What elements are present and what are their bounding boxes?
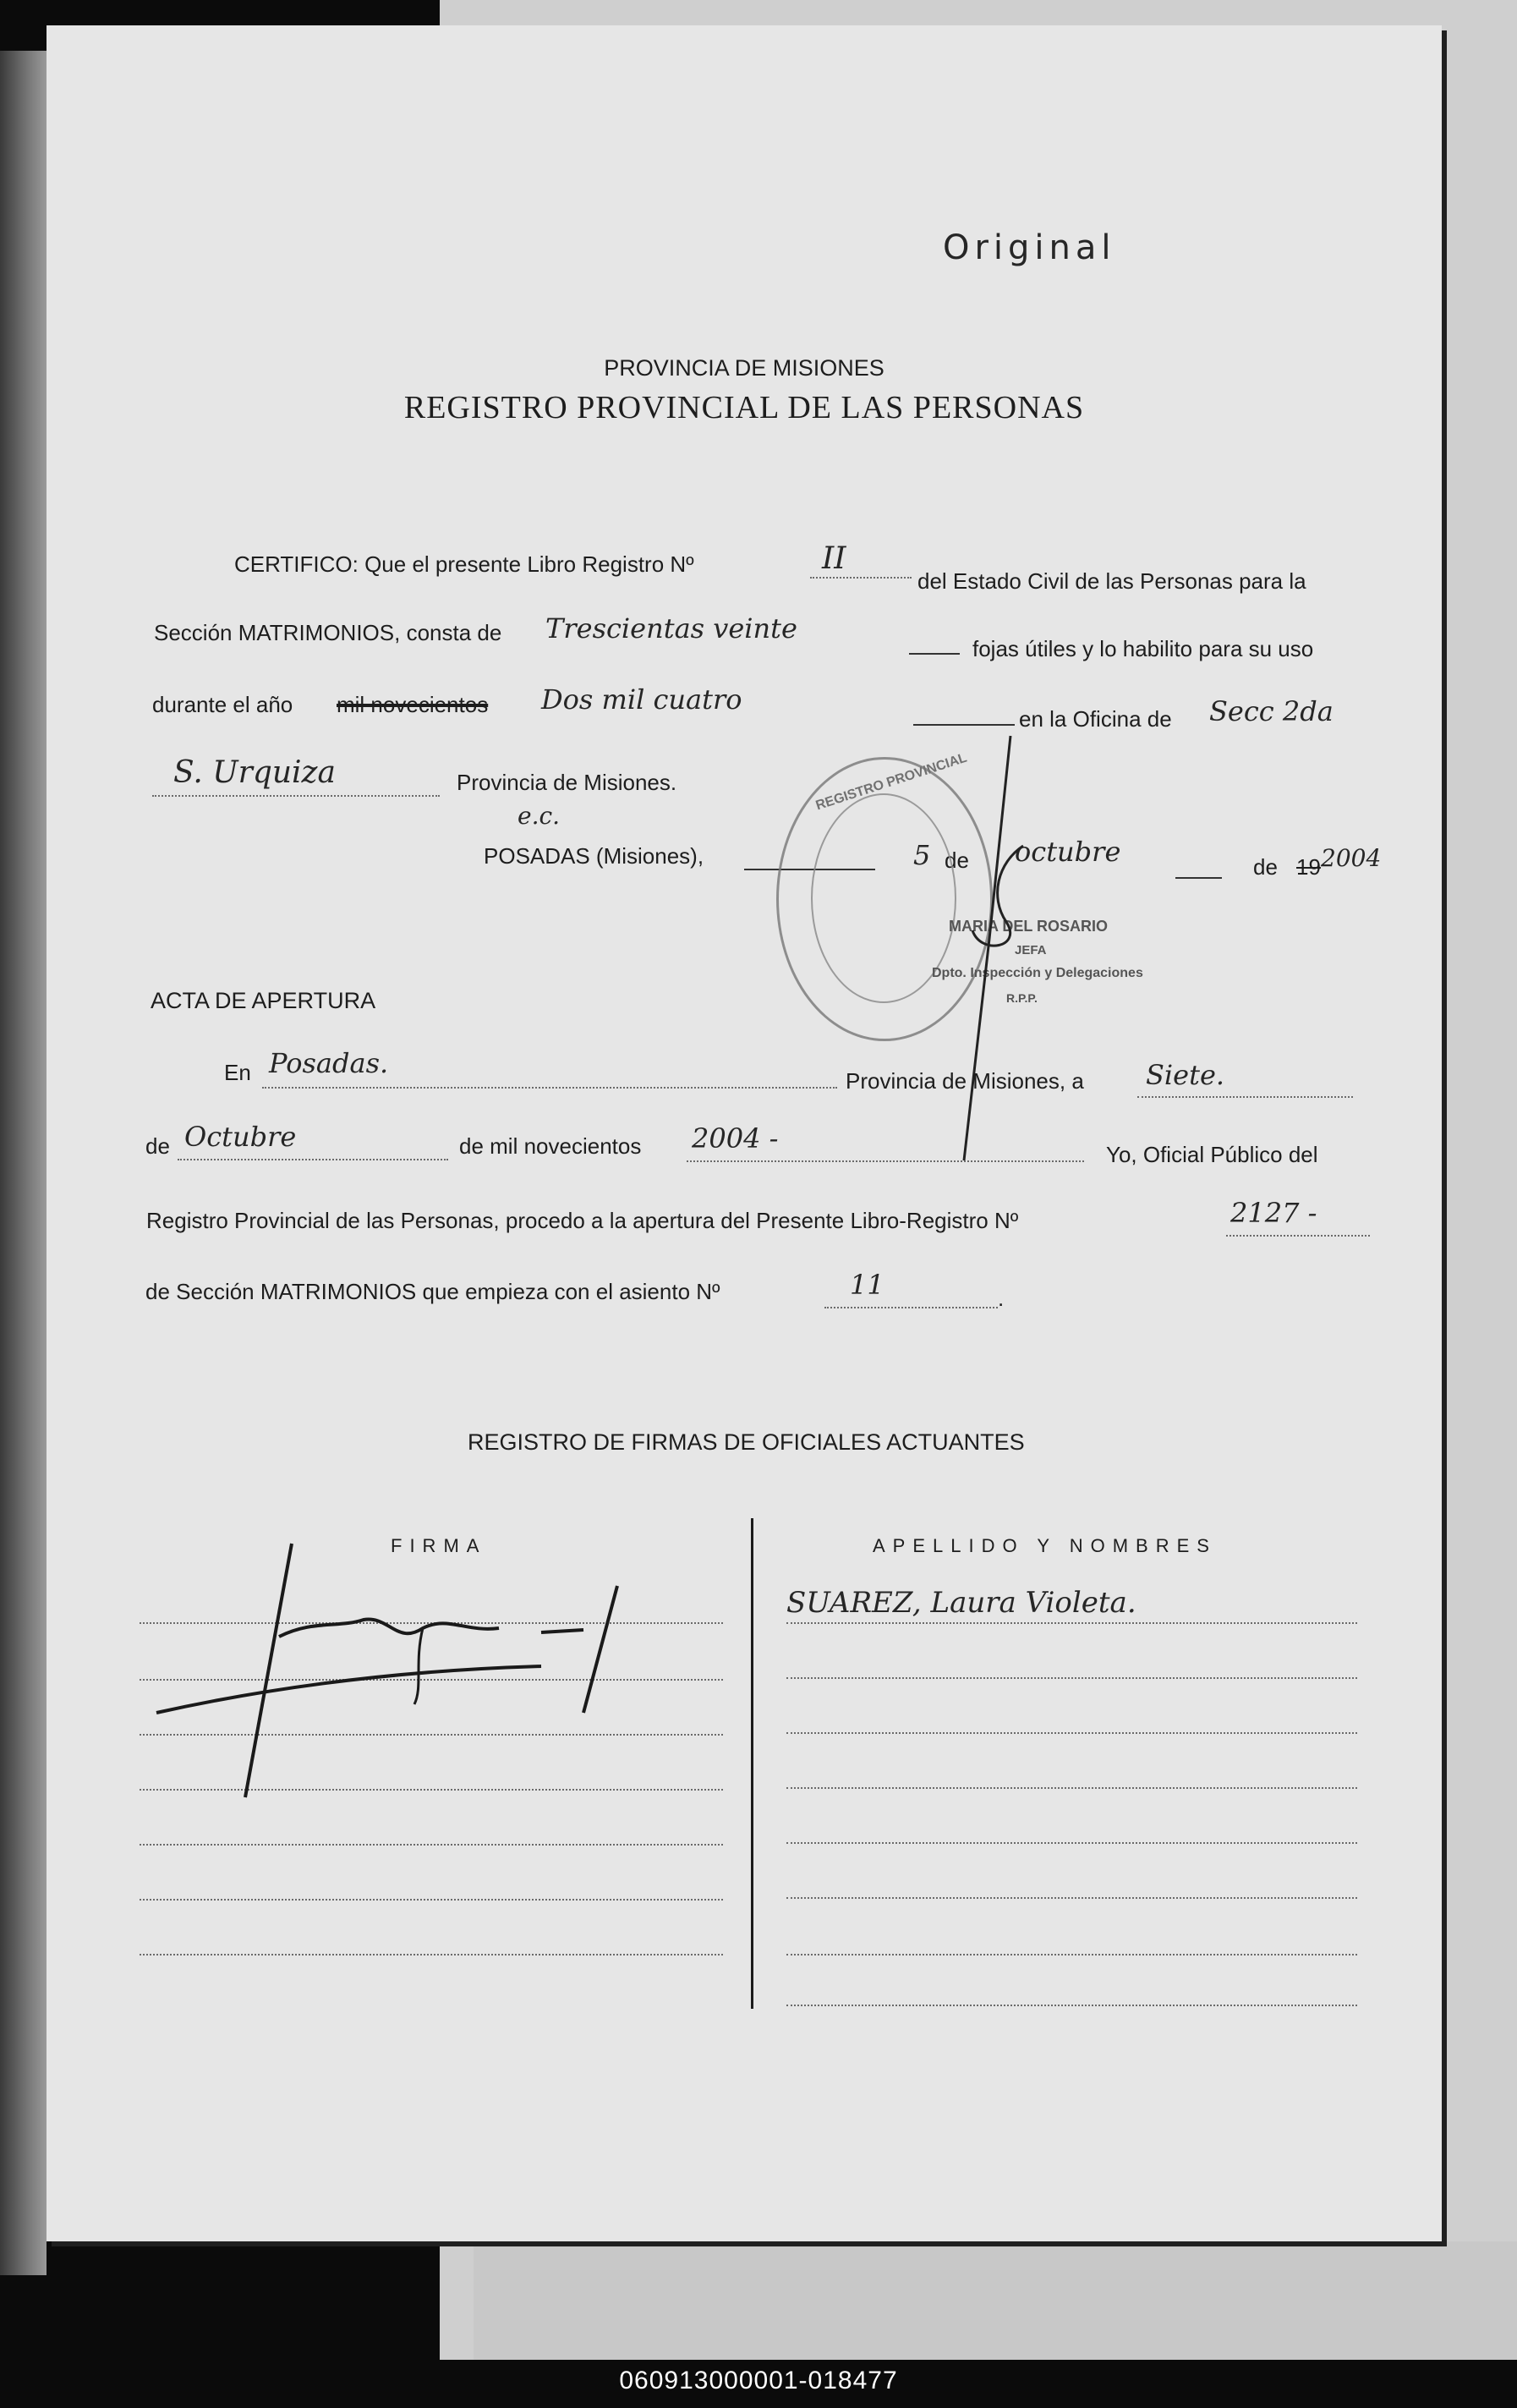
firma-line xyxy=(140,1844,723,1846)
registry-heading: REGISTRO PROVINCIAL DE LAS PERSONAS xyxy=(403,390,1085,425)
libro-blank xyxy=(810,577,912,579)
official-name-handwritten: SUAREZ, Laura Violeta. xyxy=(786,1586,1136,1620)
nombre-line xyxy=(786,1897,1357,1899)
acta-day-handwritten: Siete. xyxy=(1146,1059,1225,1091)
certifico-text: CERTIFICO: Que el presente Libro Registro Nº xyxy=(234,551,694,577)
fojas-text: fojas útiles y lo habilito para su uso xyxy=(972,636,1314,661)
oficina-handwritten: Secc 2da xyxy=(1209,695,1334,727)
en-text: En xyxy=(224,1060,251,1085)
fojas-handwritten: Trescientas veinte xyxy=(545,612,797,645)
stamp-name: MARIA DEL ROSARIO xyxy=(949,918,1109,935)
acta-de-text: de xyxy=(145,1133,170,1159)
year-handwritten: Dos mil cuatro xyxy=(541,683,742,716)
firma-line xyxy=(140,1954,723,1955)
struck-year-text: mil novecientos xyxy=(337,692,489,717)
acta-day-blank xyxy=(1137,1096,1353,1098)
official-signature-top xyxy=(930,727,1049,1167)
original-mark: Original xyxy=(943,228,1116,267)
oficina-text: en la Oficina de xyxy=(1019,706,1172,732)
month-blank xyxy=(1175,877,1222,879)
durante-text: durante el año xyxy=(152,692,293,717)
acta-provincia-text: Provincia de Misiones, a xyxy=(846,1068,1084,1094)
libro-number: II xyxy=(822,541,846,576)
fojas-blank xyxy=(909,653,960,655)
oficial-publico-text: Yo, Oficial Público del xyxy=(1106,1142,1318,1167)
province-heading: PROVINCIA DE MISIONES xyxy=(604,355,884,381)
stamp-role: JEFA xyxy=(1015,943,1047,957)
nombre-line xyxy=(786,1732,1357,1734)
stamp-dept: Dpto. Inspección y Delegaciones xyxy=(932,966,1143,980)
apellido-column-header: APELLIDO Y NOMBRES xyxy=(873,1535,1217,1556)
asiento-text: de Sección MATRIMONIOS que empieza con el asiento Nº xyxy=(145,1279,720,1304)
nombre-line xyxy=(786,1622,1357,1624)
scan-identifier: 060913000001-018477 xyxy=(619,2367,898,2394)
nombre-line xyxy=(786,1677,1357,1679)
de-text-1: de xyxy=(945,847,969,873)
nombre-line xyxy=(786,1954,1357,1955)
firma-column-header: FIRMA xyxy=(391,1535,487,1556)
de-text-2: de xyxy=(1253,854,1278,880)
firma-line xyxy=(140,1899,723,1901)
stamp-org: R.P.P. xyxy=(1006,991,1038,1005)
acta-month-blank xyxy=(178,1159,448,1160)
place-blank xyxy=(262,1087,837,1089)
day-handwritten: 5 xyxy=(913,839,931,871)
acta-year-blank xyxy=(687,1160,1084,1162)
acta-month-handwritten: Octubre xyxy=(184,1121,297,1153)
acta-libro-handwritten: 2127 - xyxy=(1230,1197,1317,1229)
oficina-handwritten-2: S. Urquiza xyxy=(173,755,336,790)
provincia-text: Provincia de Misiones. xyxy=(457,770,677,795)
seccion-text: Sección MATRIMONIOS, consta de xyxy=(154,620,502,645)
registro-apertura-text: Registro Provincial de las Personas, procedo a la apertura del Presente Libro-Registro Nº xyxy=(146,1208,1019,1233)
month-handwritten: octubre xyxy=(1015,836,1121,868)
columns-divider xyxy=(751,1518,753,2009)
place-handwritten: Posadas. xyxy=(269,1047,389,1079)
year-blank xyxy=(913,724,1015,726)
asiento-blank xyxy=(824,1307,998,1308)
acta-year-handwritten: 2004 - xyxy=(692,1122,779,1155)
nombre-line xyxy=(786,1787,1357,1789)
struck-century: 19 xyxy=(1296,854,1321,880)
official-signature xyxy=(144,1535,651,1814)
oficina-blank xyxy=(152,795,440,797)
acta-libro-blank xyxy=(1226,1235,1370,1237)
acta-title: ACTA DE APERTURA xyxy=(151,988,376,1013)
official-seal-stamp: REGISTRO PROVINCIAL xyxy=(776,757,993,1041)
book-spine xyxy=(0,51,47,2275)
year-handwritten-2: 2004 xyxy=(1321,844,1382,872)
ec-handwritten: e.c. xyxy=(518,802,561,830)
posadas-text: POSADAS (Misiones), xyxy=(484,843,704,869)
nombre-line xyxy=(786,1842,1357,1844)
asiento-handwritten: 11 xyxy=(850,1269,884,1301)
firmas-title: REGISTRO DE FIRMAS DE OFICIALES ACTUANTES xyxy=(468,1429,1025,1455)
mil-novecientos-text: de mil novecientos xyxy=(459,1133,642,1159)
page-below-strip xyxy=(474,2241,1517,2360)
nombre-line xyxy=(786,2005,1357,2006)
estado-civil-text: del Estado Civil de las Personas para la xyxy=(917,568,1306,594)
asiento-end-dot: . xyxy=(998,1286,1005,1311)
